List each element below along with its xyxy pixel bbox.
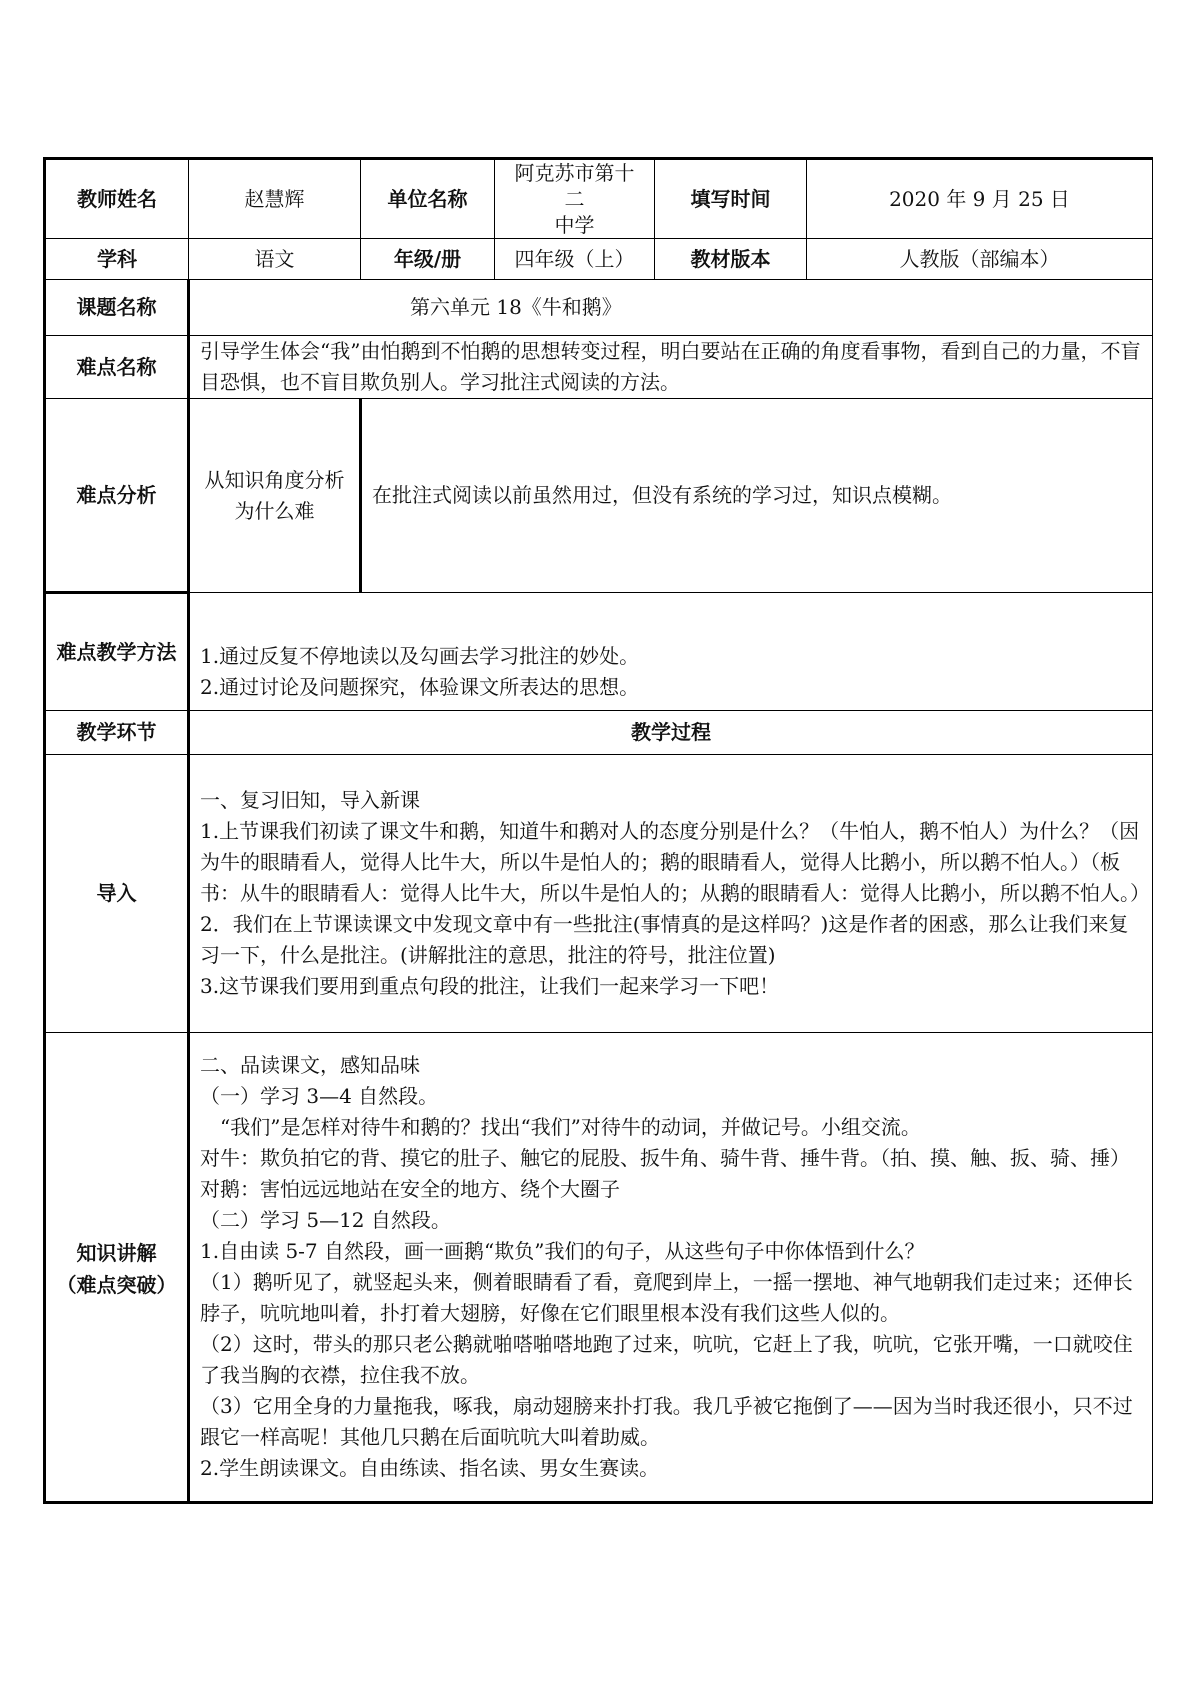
subject-label: 学科 xyxy=(45,239,189,280)
header-row-2 xyxy=(45,239,1153,280)
date-label: 填写时间 xyxy=(655,159,807,239)
method-line-1: 1.通过反复不停地读以及勾画去学习批注的妙处。 xyxy=(200,643,640,668)
knowledge-label xyxy=(45,1033,189,1503)
analysis-value: 在批注式阅读以前虽然用过，但没有系统的学习过，知识点模糊。 xyxy=(361,399,1153,593)
analysis-sub-label-line2: 为什么难 xyxy=(234,498,315,523)
intro-line-1: 一、复习旧知，导入新课 xyxy=(200,788,420,812)
grade-value: 四年级（上） xyxy=(495,239,655,280)
knowledge-label-line2: （难点突破） xyxy=(56,1273,177,1297)
subject-value: 语文 xyxy=(189,239,361,280)
edition-label: 教材版本 xyxy=(655,239,807,280)
teacher-label: 教师姓名 xyxy=(45,159,189,239)
knowledge-line-2: （一）学习 3—4 自然段。 xyxy=(200,1084,439,1108)
knowledge-line-10: （3）它用全身的力量拖我，啄我，扇动翅膀来扑打我。我几乎被它拖倒了——因为当时我还很小，只不过跟它一样高呢！其他几只鹅在后面吭吭大叫着助威。 xyxy=(200,1394,1133,1449)
intro-label: 导入 xyxy=(45,755,189,1033)
knowledge-line-6: （二）学习 5—12 自然段。 xyxy=(200,1208,451,1232)
knowledge-line-3: “我们”是怎样对待牛和鹅的？找出“我们”对待牛的动词，并做记号。小组交流。 xyxy=(220,1115,921,1139)
topic-label: 课题名称 xyxy=(45,280,189,336)
intro-content xyxy=(189,755,1153,1033)
edition-value: 人教版（部编本） xyxy=(807,239,1153,280)
knowledge-line-7: 1.自由读 5-7 自然段，画一画鹅“欺负”我们的句子，从这些句子中你体悟到什么？ xyxy=(200,1239,925,1263)
knowledge-line-5: 对鹅：害怕远远地站在安全的地方、绕个大圈子 xyxy=(200,1177,620,1201)
knowledge-line-9: （2）这时，带头的那只老公鹅就啪嗒啪嗒地跑了过来，吭吭，它赶上了我，吭吭，它张开嘴，一口就咬住了我当胸的衣襟，拉住我不放。 xyxy=(200,1332,1133,1387)
stage-label: 教学环节 xyxy=(45,711,189,755)
method-value xyxy=(189,593,1153,711)
intro-line-3: 2．我们在上节课读课文中发现文章中有一些批注(事情真的是这样吗？)这是作者的困惑，那么让我们来复习一下，什么是批注。(讲解批注的意思，批注的符号，批注位置) xyxy=(200,912,1129,967)
intro-line-2: 1.上节课我们初读了课文牛和鹅，知道牛和鹅对人的态度分别是什么？（牛怕人，鹅不怕人）为什么？（因为牛的眼睛看人，觉得人比牛大，所以牛是怕人的；鹅的眼睛看人，觉得人比鹅小，所以鹅不怕人。）（板书：从牛的眼睛看人：觉得人比牛大，所以牛是怕人的；从鹅的眼睛看人：觉得人比鹅小，所以鹅不怕人。） xyxy=(200,819,1150,905)
topic-value xyxy=(189,280,1153,336)
grade-label: 年级/册 xyxy=(361,239,495,280)
unit-label: 单位名称 xyxy=(361,159,495,239)
knowledge-row xyxy=(45,1033,1153,1503)
difficulty-row xyxy=(45,336,1153,399)
knowledge-line-11: 2.学生朗读课文。自由练读、指名读、男女生赛读。 xyxy=(200,1456,660,1480)
method-row xyxy=(45,593,1153,711)
difficulty-label: 难点名称 xyxy=(45,336,189,399)
analysis-sub-label-line1: 从知识角度分析 xyxy=(204,467,345,492)
unit-value-line2: 中学 xyxy=(554,213,595,237)
knowledge-line-8: （1）鹅听见了，就竖起头来，侧着眼睛看了看，竟爬到岸上，一摇一摆地、神气地朝我们走过来；还伸长脖子，吭吭地叫着，扑打着大翅膀，好像在它们眼里根本没有我们这些人似的。 xyxy=(200,1270,1133,1325)
date-value: 2020 年 9 月 25 日 xyxy=(807,159,1153,239)
analysis-sub-label xyxy=(189,399,361,593)
knowledge-content xyxy=(189,1033,1153,1503)
unit-value-line1: 阿克苏市第十二 xyxy=(514,161,635,211)
difficulty-value: 引导学生体会“我”由怕鹅到不怕鹅的思想转变过程，明白要站在正确的角度看事物，看到自己的力量，不盲目恐惧，也不盲目欺负别人。学习批注式阅读的方法。 xyxy=(189,336,1153,399)
topic-row xyxy=(45,280,1153,336)
topic-value-text: 第六单元 18《牛和鹅》 xyxy=(410,295,622,319)
process-header-row xyxy=(45,711,1153,755)
knowledge-line-4: 对牛：欺负拍它的背、摸它的肚子、触它的屁股、扳牛角、骑牛背、捶牛背。（拍、摸、触、扳、骑、捶） xyxy=(200,1146,1130,1170)
process-label: 教学过程 xyxy=(189,711,1153,755)
teacher-value: 赵慧辉 xyxy=(189,159,361,239)
method-line-2: 2.通过讨论及问题探究，体验课文所表达的思想。 xyxy=(200,674,640,699)
knowledge-label-line1: 知识讲解 xyxy=(76,1241,157,1265)
header-row-1 xyxy=(45,159,1153,239)
intro-row xyxy=(45,755,1153,1033)
analysis-row xyxy=(45,399,1153,593)
knowledge-line-1: 二、品读课文，感知品味 xyxy=(200,1053,420,1077)
lesson-plan-table xyxy=(43,157,1153,1504)
intro-line-4: 3.这节课我们要用到重点句段的批注，让我们一起来学习一下吧！ xyxy=(200,974,780,998)
analysis-label: 难点分析 xyxy=(45,399,189,593)
method-label: 难点教学方法 xyxy=(45,593,189,711)
unit-value xyxy=(495,159,655,239)
